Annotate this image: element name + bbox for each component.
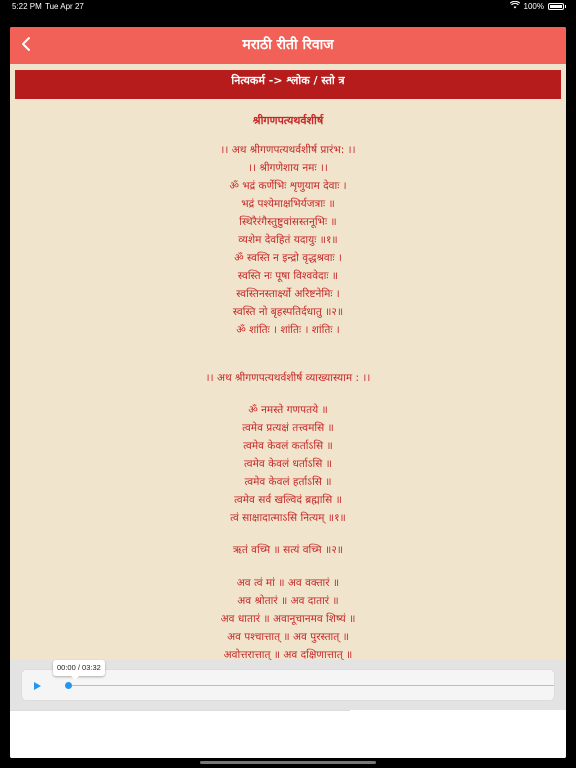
text-line: ॐ स्वस्ति न इन्द्रो वृद्धश्रवाः । <box>234 252 342 264</box>
back-button[interactable] <box>14 33 38 59</box>
battery-tip <box>565 5 566 8</box>
app-frame <box>10 27 566 758</box>
text-line: स्थिरैरंगैस्तुष्टुवांसस्तनूभिः ॥ <box>239 216 337 228</box>
bottom-area <box>10 710 566 758</box>
text-line: ॐ शांतिः । शांतिः । शांतिः । <box>236 324 340 336</box>
text-line: त्वमेव केवलं हर्ताऽसि ॥ <box>244 476 332 488</box>
text-line: स्वस्तिनस्तार्क्ष्यो अरिष्टनेमिः । <box>236 288 340 300</box>
nav-bar <box>10 27 566 64</box>
shloka-content[interactable] <box>10 107 566 660</box>
seek-bar[interactable] <box>66 685 554 686</box>
text-line: ।। अथ श्रीगणपत्यथर्वशीर्ष प्रारंभ: ।। <box>220 144 356 156</box>
audio-player <box>10 660 566 710</box>
text-line: ।। श्रीगणेशाय नमः ।। <box>248 162 328 174</box>
battery-icon <box>548 3 564 10</box>
seek-thumb[interactable] <box>65 682 72 689</box>
text-line: त्वमेव केवलं कर्ताऽसि ॥ <box>243 440 333 452</box>
page-title: मराठी रीती रिवाज <box>242 37 334 53</box>
text-line: अव धातारं ॥ अवानूचानमव शिष्यं ॥ <box>220 613 356 625</box>
chevron-left-icon <box>21 36 31 56</box>
text-line: ऋतं वच्मि ॥ सत्यं वच्मि ॥२॥ <box>232 544 344 556</box>
text-line: त्वं साक्षादात्माऽसि नित्यम्‌ ॥१॥ <box>230 512 346 524</box>
text-line: भद्रं पश्येमाक्षभिर्यजत्राः ॥ <box>241 198 335 210</box>
breadcrumb: नित्यकर्म -> श्लोक / स्तो त्र <box>15 70 561 99</box>
text-line: स्वस्ति नः पूषा विश्ववेदाः ॥ <box>237 270 339 282</box>
play-button[interactable] <box>30 678 44 692</box>
text-line: त्वमेव प्रत्यक्षं तत्त्वमसि ॥ <box>242 422 334 434</box>
text-line: व्यशेम देवहितं यदायुः ॥१॥ <box>238 234 338 246</box>
shloka-heading: श्रीगणपत्यथर्वशीर्ष <box>252 114 324 127</box>
text-line: ॐ भद्रं कर्णेभिः शृणुयाम देवाः । <box>229 180 347 192</box>
text-line: त्वमेव केवलं धर्ताऽसि ॥ <box>244 458 332 470</box>
status-right <box>510 0 566 13</box>
player-controls <box>22 663 554 700</box>
play-icon <box>30 678 44 697</box>
text-line: अव श्रोतारं ॥ अव दातारं ॥ <box>237 595 339 607</box>
battery-percent: 100% <box>523 2 544 11</box>
divider <box>10 710 350 711</box>
wifi-icon <box>510 0 520 13</box>
status-time: 5:22 PM <box>12 2 42 11</box>
home-indicator[interactable] <box>200 761 376 764</box>
text-line: अव पश्चात्तात्‌ ॥ अव पुरस्तात्‌ ॥ <box>227 631 349 643</box>
text-line: स्वस्ति नो बृहस्पतिर्दधातु ॥२॥ <box>232 306 344 318</box>
text-line: अव त्वं मां ॥ अव वक्तारं ॥ <box>236 577 340 589</box>
text-line: ।। अथ श्रीगणपत्यथर्वशीर्ष व्याख्यास्याम : ।। <box>205 372 371 384</box>
text-line: त्वमेव सर्व खल्विदं ब्रह्मासि ॥ <box>234 494 342 506</box>
text-line: अवोत्तरात्तात्‌ ॥ अव दक्षिणात्तात्‌ ॥ <box>223 649 353 660</box>
status-bar <box>0 0 576 13</box>
time-tooltip: 00:00 / 03:32 <box>53 660 105 676</box>
text-line: ॐ नमस्ते गणपतये ॥ <box>248 404 328 416</box>
status-date: Tue Apr 27 <box>45 2 84 11</box>
